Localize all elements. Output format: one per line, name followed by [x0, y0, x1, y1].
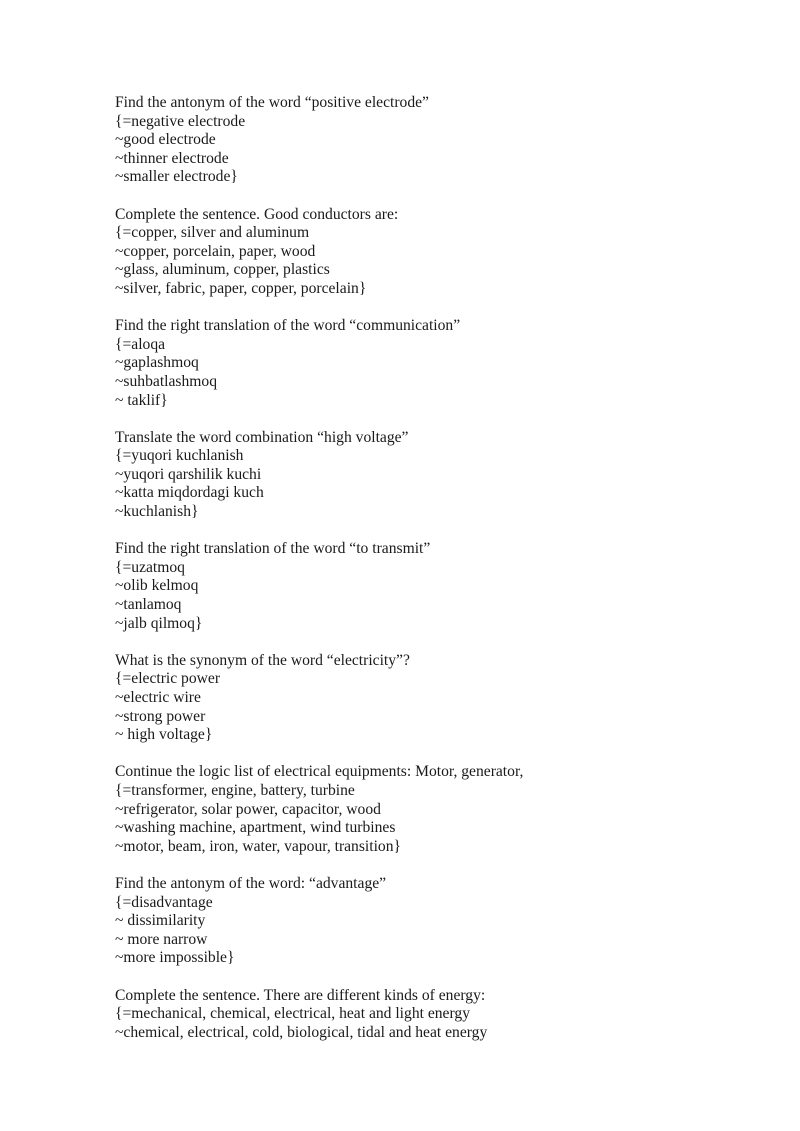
answer-option: ~suhbatlashmoq [115, 372, 217, 390]
answer-option: {=negative electrode [115, 112, 246, 130]
answer-option: ~refrigerator, solar power, capacitor, wood [115, 800, 381, 818]
answer-option: {=electric power [115, 670, 221, 688]
question-prompt: Complete the sentence. Good conductors are: [115, 205, 399, 223]
answer-option: {=uzatmoq [115, 558, 185, 576]
answer-option: {=copper, silver and aluminum [115, 224, 310, 242]
answer-option: ~chemical, electrical, cold, biological, tidal and heat energy [115, 1023, 488, 1041]
answer-option: ~silver, fabric, paper, copper, porcelain} [115, 279, 367, 297]
answer-option: {=aloqa [115, 335, 166, 353]
answer-option: ~smaller electrode} [115, 168, 238, 186]
document-body [115, 94, 755, 1061]
answer-option: ~ high voltage} [115, 726, 213, 744]
question-block [115, 875, 755, 968]
answer-option: ~jalb qilmoq} [115, 614, 203, 632]
question-prompt: What is the synonym of the word “electricity”? [115, 651, 410, 669]
answer-option: ~washing machine, apartment, wind turbines [115, 819, 396, 837]
answer-option: ~strong power [115, 707, 206, 725]
answer-option: ~olib kelmoq [115, 577, 199, 595]
answer-option: ~katta miqdordagi kuch [115, 484, 264, 502]
answer-option: ~electric wire [115, 689, 201, 706]
question-prompt: Find the right translation of the word “to transmit” [115, 540, 431, 558]
answer-option: ~copper, porcelain, paper, wood [115, 242, 316, 260]
answer-option: ~motor, beam, iron, water, vapour, transition} [115, 837, 402, 855]
question-block [115, 540, 755, 633]
answer-option: ~good electrode [115, 131, 216, 149]
answer-option: {=transformer, engine, battery, turbine [115, 781, 355, 799]
question-prompt: Find the antonym of the word “positive electrode” [115, 94, 429, 111]
answer-option: ~kuchlanish} [115, 503, 199, 521]
answer-option: ~more impossible} [115, 949, 235, 967]
question-block [115, 94, 755, 187]
question-prompt: Find the right translation of the word “communication” [115, 317, 461, 335]
question-prompt: Complete the sentence. There are different kinds of energy: [115, 986, 486, 1004]
answer-option: ~ taklif} [115, 391, 168, 409]
question-block [115, 429, 755, 522]
answer-option: {=mechanical, chemical, electrical, heat and light energy [115, 1005, 470, 1023]
question-block [115, 206, 755, 299]
answer-option: {=disadvantage [115, 893, 213, 911]
answer-option: {=yuqori kuchlanish [115, 447, 244, 465]
answer-option: ~tanlamoq [115, 596, 182, 614]
answer-option: ~ dissimilarity [115, 912, 206, 930]
answer-option: ~glass, aluminum, copper, plastics [115, 261, 330, 279]
question-block [115, 317, 755, 410]
question-block [115, 652, 755, 745]
question-block [115, 987, 755, 1043]
question-block [115, 763, 755, 856]
answer-option: ~gaplashmoq [115, 354, 199, 372]
answer-option: ~yuqori qarshilik kuchi [115, 465, 262, 483]
answer-option: ~ more narrow [115, 930, 208, 948]
answer-option: ~thinner electrode [115, 149, 229, 167]
question-prompt: Find the antonym of the word: “advantage” [115, 874, 387, 892]
question-prompt: Continue the logic list of electrical equipments: Motor, generator, [115, 763, 524, 781]
question-prompt: Translate the word combination “high voltage” [115, 428, 409, 446]
